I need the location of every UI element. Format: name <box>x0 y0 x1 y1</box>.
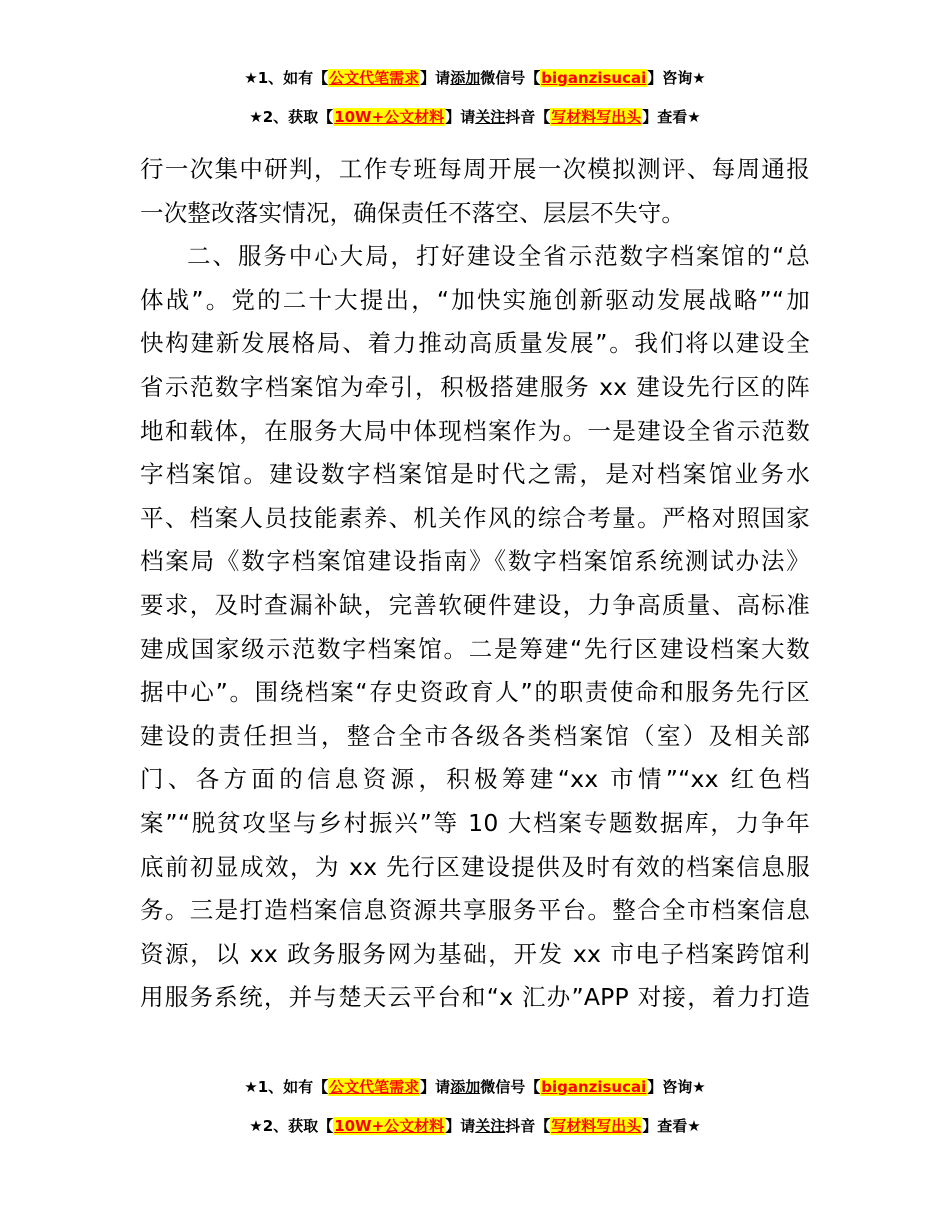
banner-prefix: ★1、如有【 <box>244 69 329 87</box>
text-line: 行一次集中研判，工作专班每周开展一次模拟测评、每周通报 <box>140 155 810 183</box>
banner-text: 微信号【 <box>480 69 541 87</box>
banner-text: 】请 <box>420 1078 451 1096</box>
banner-highlight-service: 公文代笔需求 <box>329 1078 420 1096</box>
banner-suffix: 】查看★ <box>642 1117 701 1135</box>
banner-text: 】请 <box>420 69 451 87</box>
text-line: 一次整改落实情况，确保责任不落空、层层不失守。 <box>140 198 686 227</box>
banner-text: 微信号【 <box>480 1078 541 1096</box>
banner-highlight-service: 公文代笔需求 <box>329 69 420 87</box>
banner-suffix: 】咨询★ <box>647 69 706 87</box>
text-line: 资源，以 xx 政务服务网为基础，开发 xx 市电子档案跨馆利 <box>140 939 810 968</box>
top-banner-line-2 <box>0 107 950 127</box>
bottom-banner-line-2 <box>0 1116 950 1136</box>
banner-suffix: 】查看★ <box>642 108 701 126</box>
banner-text: 抖音【 <box>505 1117 551 1135</box>
paragraph-section-two <box>140 235 810 1020</box>
banner-underlined-text: 添加 <box>450 69 481 87</box>
document-body <box>140 148 810 1020</box>
text-line: 建成国家级示范数字档案馆。二是筹建“先行区建设档案大数 <box>140 634 810 663</box>
text-line: 用服务系统，并与楚天云平台和“x 汇办”APP 对接，着力打造 <box>140 983 810 1012</box>
text-line: 底前初显成效，为 xx 先行区建设提供及时有效的档案信息服 <box>140 852 810 881</box>
text-line: 门、各方面的信息资源，积极筹建“xx 市情”“xx 红色档 <box>140 765 810 794</box>
banner-suffix: 】咨询★ <box>647 1078 706 1096</box>
paragraph-continuation <box>140 148 810 235</box>
text-line: 字档案馆。建设数字档案馆是时代之需，是对档案馆业务水 <box>140 460 810 489</box>
banner-highlight-wechat-id: biganzisucai <box>541 1078 647 1096</box>
banner-highlight-materials: 10W+公文材料 <box>334 1117 445 1135</box>
text-line: 务。三是打造档案信息资源共享服务平台。整合全市档案信息 <box>140 896 810 925</box>
banner-underlined-text: 添加 <box>450 1078 481 1096</box>
text-line: 平、档案人员技能素养、机关作风的综合考量。严格对照国家 <box>140 503 810 532</box>
text-line: 据中心”。围绕档案“存史资政育人”的职责使命和服务先行区 <box>140 678 810 707</box>
banner-text: 】请 <box>445 1117 476 1135</box>
banner-prefix: ★1、如有【 <box>244 1078 329 1096</box>
banner-prefix: ★2、获取【 <box>249 1117 334 1135</box>
text-line: 体战”。党的二十大提出，“加快实施创新驱动发展战略”“加 <box>140 285 810 314</box>
banner-highlight-douyin-id: 写材料写出头 <box>551 1117 642 1135</box>
banner-highlight-wechat-id: biganzisucai <box>541 69 647 87</box>
banner-highlight-douyin-id: 写材料写出头 <box>551 108 642 126</box>
banner-text: 】请 <box>445 108 476 126</box>
banner-highlight-materials: 10W+公文材料 <box>334 108 445 126</box>
text-line: 二、服务中心大局，打好建设全省示范数字档案馆的“总 <box>187 242 810 271</box>
text-line: 要求，及时查漏补缺，完善软硬件建设，力争高质量、高标准 <box>140 590 810 619</box>
text-line: 建设的责任担当，整合全市各级各类档案馆（室）及相关部 <box>140 721 810 750</box>
banner-prefix: ★2、获取【 <box>249 108 334 126</box>
text-line: 案”“脱贫攻坚与乡村振兴”等 10 大档案专题数据库，力争年 <box>140 808 810 837</box>
banner-text: 抖音【 <box>505 108 551 126</box>
text-line: 档案局《数字档案馆建设指南》《数字档案馆系统测试办法》 <box>140 547 810 576</box>
text-line: 快构建新发展格局、着力推动高质量发展”。我们将以建设全 <box>140 329 810 358</box>
top-banner-line-1 <box>0 68 950 88</box>
text-line: 地和载体，在服务大局中体现档案作为。一是建设全省示范数 <box>140 416 810 445</box>
banner-underlined-text: 关注 <box>475 108 506 126</box>
bottom-banner-line-1 <box>0 1077 950 1097</box>
banner-underlined-text: 关注 <box>475 1117 506 1135</box>
text-line: 省示范数字档案馆为牵引，积极搭建服务 xx 建设先行区的阵 <box>140 372 810 401</box>
